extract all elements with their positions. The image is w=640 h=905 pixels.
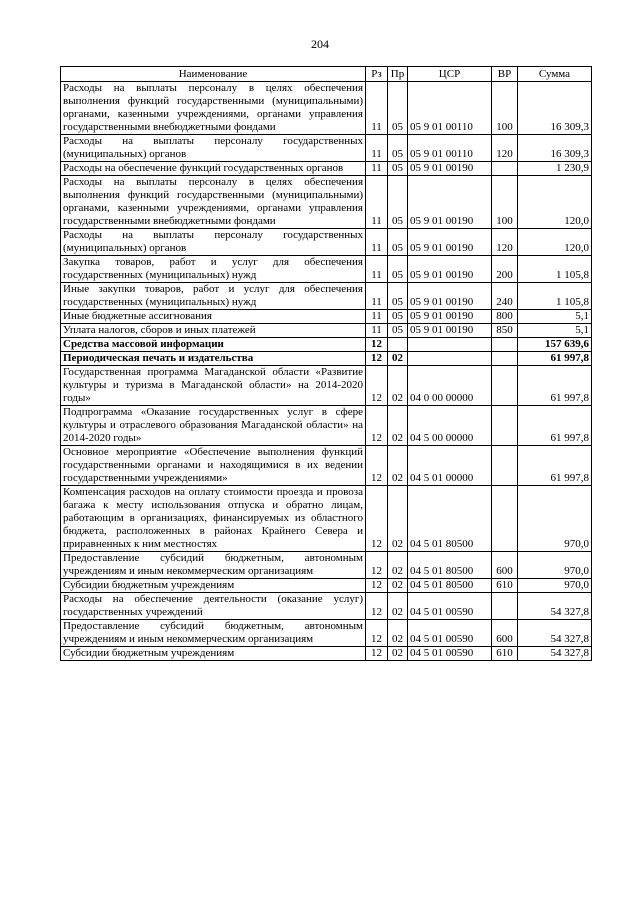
cell-csr: 04 5 01 00000 <box>408 446 492 486</box>
cell-pr <box>388 338 408 352</box>
cell-pr: 05 <box>388 310 408 324</box>
cell-pr: 05 <box>388 82 408 135</box>
cell-vr: 100 <box>492 176 518 229</box>
cell-sum: 54 327,8 <box>518 593 592 620</box>
cell-vr <box>492 486 518 552</box>
table-row <box>61 486 592 552</box>
cell-name: Закупка товаров, работ и услуг для обеспечения государственных (муниципальных) нужд <box>61 256 366 283</box>
cell-name: Подпрограмма «Оказание государственных услуг в сфере культуры и отраслевого образования Магаданской области» на 2014-2020 годы» <box>61 406 366 446</box>
cell-name: Расходы на выплаты персоналу в целях обеспечения выполнения функций государственными (муниципальными) органами, казенными учреждениями, органами управления государственными внебюджетными фондами <box>61 176 366 229</box>
cell-pr: 02 <box>388 366 408 406</box>
cell-rz: 11 <box>366 135 388 162</box>
cell-rz: 11 <box>366 324 388 338</box>
cell-vr: 100 <box>492 82 518 135</box>
cell-vr <box>492 446 518 486</box>
cell-vr <box>492 352 518 366</box>
cell-pr: 05 <box>388 256 408 283</box>
cell-pr: 05 <box>388 162 408 176</box>
cell-rz: 12 <box>366 552 388 579</box>
table-row <box>61 135 592 162</box>
cell-sum: 54 327,8 <box>518 647 592 661</box>
table-row <box>61 446 592 486</box>
table-row <box>61 620 592 647</box>
header-vr: ВР <box>492 67 518 82</box>
table-row <box>61 406 592 446</box>
cell-pr: 02 <box>388 486 408 552</box>
cell-csr: 04 5 01 80500 <box>408 579 492 593</box>
cell-vr: 610 <box>492 647 518 661</box>
cell-csr: 04 5 01 00590 <box>408 620 492 647</box>
cell-sum: 61 997,8 <box>518 446 592 486</box>
table-row <box>61 310 592 324</box>
budget-table <box>60 66 592 661</box>
header-csr: ЦСР <box>408 67 492 82</box>
cell-csr <box>408 338 492 352</box>
cell-rz: 12 <box>366 366 388 406</box>
cell-rz: 12 <box>366 647 388 661</box>
header-name: Наименование <box>61 67 366 82</box>
cell-sum: 16 309,3 <box>518 135 592 162</box>
cell-pr: 02 <box>388 593 408 620</box>
table-row <box>61 82 592 135</box>
cell-name: Субсидии бюджетным учреждениям <box>61 647 366 661</box>
cell-pr: 02 <box>388 579 408 593</box>
cell-rz: 12 <box>366 593 388 620</box>
cell-vr: 200 <box>492 256 518 283</box>
cell-sum: 1 105,8 <box>518 256 592 283</box>
table-body <box>61 82 592 661</box>
cell-rz: 11 <box>366 176 388 229</box>
cell-csr: 05 9 01 00190 <box>408 283 492 310</box>
cell-vr <box>492 593 518 620</box>
cell-sum: 5,1 <box>518 324 592 338</box>
cell-rz: 12 <box>366 486 388 552</box>
cell-csr: 05 9 01 00190 <box>408 324 492 338</box>
cell-vr: 120 <box>492 229 518 256</box>
cell-pr: 02 <box>388 406 408 446</box>
cell-sum: 970,0 <box>518 486 592 552</box>
table-row <box>61 176 592 229</box>
cell-sum: 54 327,8 <box>518 620 592 647</box>
cell-pr: 02 <box>388 446 408 486</box>
cell-rz: 12 <box>366 620 388 647</box>
cell-rz: 12 <box>366 446 388 486</box>
cell-vr: 610 <box>492 579 518 593</box>
cell-name: Иные закупки товаров, работ и услуг для обеспечения государственных (муниципальных) нужд <box>61 283 366 310</box>
cell-vr <box>492 366 518 406</box>
table-row <box>61 647 592 661</box>
cell-name: Средства массовой информации <box>61 338 366 352</box>
cell-name: Расходы на выплаты персоналу в целях обеспечения выполнения функций государственными (муниципальными) органами, казенными учреждениями, органами управления государственными внебюджетными фондами <box>61 82 366 135</box>
table-row <box>61 283 592 310</box>
cell-pr: 02 <box>388 647 408 661</box>
cell-vr: 600 <box>492 552 518 579</box>
cell-pr: 05 <box>388 176 408 229</box>
cell-csr: 05 9 01 00190 <box>408 229 492 256</box>
cell-sum: 157 639,6 <box>518 338 592 352</box>
cell-vr: 120 <box>492 135 518 162</box>
cell-csr: 04 5 01 00590 <box>408 593 492 620</box>
cell-sum: 1 230,9 <box>518 162 592 176</box>
table-row <box>61 579 592 593</box>
table-row <box>61 256 592 283</box>
cell-name: Периодическая печать и издательства <box>61 352 366 366</box>
cell-name: Уплата налогов, сборов и иных платежей <box>61 324 366 338</box>
cell-pr: 05 <box>388 283 408 310</box>
table-row <box>61 338 592 352</box>
cell-sum: 120,0 <box>518 176 592 229</box>
cell-sum: 61 997,8 <box>518 352 592 366</box>
table-row <box>61 324 592 338</box>
cell-csr: 05 9 01 00190 <box>408 162 492 176</box>
cell-csr: 05 9 01 00190 <box>408 310 492 324</box>
table-row <box>61 352 592 366</box>
cell-csr: 04 5 01 80500 <box>408 486 492 552</box>
cell-vr: 850 <box>492 324 518 338</box>
header-sum: Сумма <box>518 67 592 82</box>
cell-pr: 05 <box>388 135 408 162</box>
cell-csr: 05 9 01 00190 <box>408 256 492 283</box>
cell-name: Иные бюджетные ассигнования <box>61 310 366 324</box>
cell-vr: 800 <box>492 310 518 324</box>
table-row <box>61 366 592 406</box>
cell-vr <box>492 338 518 352</box>
cell-vr: 240 <box>492 283 518 310</box>
cell-csr: 04 5 01 80500 <box>408 552 492 579</box>
cell-name: Компенсация расходов на оплату стоимости проезда и провоза багажа к месту использования отпуска и обратно лицам, работающим в организациях, финансируемых из областного бюджета, расположенных в районах Крайнего Севера и приравненных к ним местностях <box>61 486 366 552</box>
cell-rz: 11 <box>366 310 388 324</box>
cell-vr: 600 <box>492 620 518 647</box>
table-row <box>61 229 592 256</box>
cell-name: Расходы на обеспечение деятельности (оказание услуг) государственных учреждений <box>61 593 366 620</box>
table-row <box>61 593 592 620</box>
cell-name: Субсидии бюджетным учреждениям <box>61 579 366 593</box>
cell-rz: 11 <box>366 256 388 283</box>
cell-rz: 12 <box>366 406 388 446</box>
cell-sum: 61 997,8 <box>518 406 592 446</box>
cell-sum: 970,0 <box>518 579 592 593</box>
cell-csr: 05 9 01 00190 <box>408 176 492 229</box>
table-header-row <box>61 67 592 82</box>
cell-name: Предоставление субсидий бюджетным, автономным учреждениям и иным некоммерческим организациям <box>61 552 366 579</box>
cell-rz: 11 <box>366 283 388 310</box>
cell-sum: 61 997,8 <box>518 366 592 406</box>
cell-csr: 05 9 01 00110 <box>408 82 492 135</box>
cell-vr <box>492 162 518 176</box>
header-pr: Пр <box>388 67 408 82</box>
table-row <box>61 162 592 176</box>
cell-sum: 5,1 <box>518 310 592 324</box>
cell-csr: 04 5 01 00590 <box>408 647 492 661</box>
cell-sum: 970,0 <box>518 552 592 579</box>
table-row <box>61 552 592 579</box>
cell-vr <box>492 406 518 446</box>
cell-csr <box>408 352 492 366</box>
cell-name: Расходы на выплаты персоналу государственных (муниципальных) органов <box>61 229 366 256</box>
cell-pr: 05 <box>388 324 408 338</box>
cell-name: Основное мероприятие «Обеспечение выполнения функций государственными органами и находящимися в их ведении государственными учреждениями» <box>61 446 366 486</box>
cell-csr: 04 0 00 00000 <box>408 366 492 406</box>
cell-name: Государственная программа Магаданской области «Развитие культуры и туризма в Магаданской области» на 2014-2020 годы» <box>61 366 366 406</box>
page-number: 204 <box>311 37 329 51</box>
cell-sum: 16 309,3 <box>518 82 592 135</box>
cell-name: Предоставление субсидий бюджетным, автономным учреждениям и иным некоммерческим организациям <box>61 620 366 647</box>
cell-rz: 11 <box>366 229 388 256</box>
cell-name: Расходы на выплаты персоналу государственных (муниципальных) органов <box>61 135 366 162</box>
cell-rz: 12 <box>366 352 388 366</box>
cell-rz: 12 <box>366 579 388 593</box>
cell-pr: 05 <box>388 229 408 256</box>
header-rz: Рз <box>366 67 388 82</box>
cell-name: Расходы на обеспечение функций государственных органов <box>61 162 366 176</box>
cell-pr: 02 <box>388 620 408 647</box>
cell-csr: 05 9 01 00110 <box>408 135 492 162</box>
cell-sum: 1 105,8 <box>518 283 592 310</box>
cell-sum: 120,0 <box>518 229 592 256</box>
cell-pr: 02 <box>388 552 408 579</box>
cell-csr: 04 5 00 00000 <box>408 406 492 446</box>
cell-pr: 02 <box>388 352 408 366</box>
cell-rz: 11 <box>366 162 388 176</box>
cell-rz: 12 <box>366 338 388 352</box>
cell-rz: 11 <box>366 82 388 135</box>
